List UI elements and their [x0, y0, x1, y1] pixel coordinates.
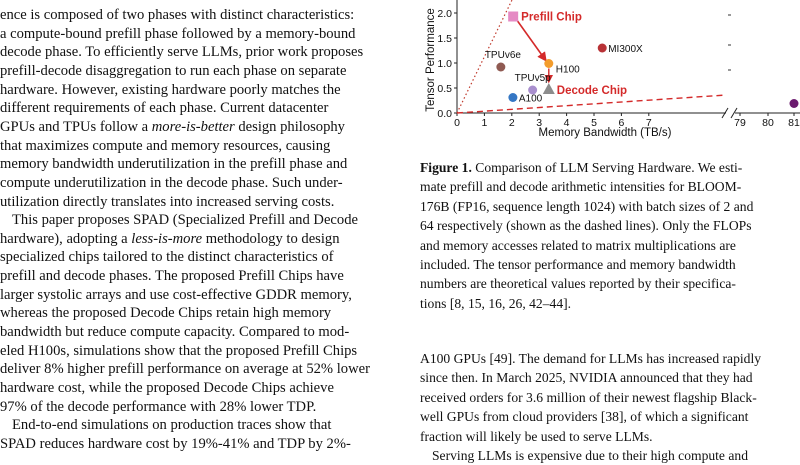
body-line: larger systolic arrays and use cost-effective GDDR memory,	[0, 286, 352, 303]
prefill-chip-label: Prefill Chip	[521, 11, 582, 24]
body-line: whereas the proposed Decode Chips retain high memory	[0, 305, 332, 322]
y-tick-label: 0.0	[437, 108, 452, 120]
body-line: utilization directly translates into increased serving costs.	[0, 193, 335, 210]
y-tick-label: 2.0	[437, 8, 452, 20]
body-line: 97% of the decode performance with 28% lower TDP.	[0, 398, 317, 415]
body-line: hardware), adopting a less-is-more methodology to design	[0, 230, 340, 247]
x-tick-label: 81	[788, 117, 800, 129]
body-line: End-to-end simulations on production traces show that	[12, 417, 332, 434]
y-tick-label: 1.5	[437, 33, 452, 45]
body-line: prefill and decode phases. The proposed Prefill Chips have	[0, 268, 344, 285]
body-line: bandwidth but reduce compute capacity. Compared to mod-	[0, 324, 350, 341]
tpuv5p-label: TPUv5p	[514, 73, 551, 84]
x-tick-label: 6	[618, 117, 625, 129]
mi300x-label: MI300X	[608, 44, 643, 55]
y-axis-label: Tensor Performance	[425, 8, 437, 112]
x-tick-label: 3	[536, 117, 543, 129]
x-tick-label: 2	[508, 117, 515, 129]
body-line: prefill-decode disaggregation to run each phase on separate	[0, 62, 347, 79]
caption-line: 64 respectively (shown as the dashed lines). Only the FLOPs	[420, 218, 752, 234]
h100-label: H100	[555, 64, 580, 76]
x-axis-label: Memory Bandwidth (TB/s)	[538, 127, 672, 139]
body-line: hardware cost, while the proposed Decode Chips achieve	[0, 380, 334, 396]
right-body-text	[420, 0, 800, 463]
body-line: ence is composed of two phases with distinct characteristics:	[0, 7, 355, 23]
y-tick-label: 1.0	[437, 58, 452, 70]
x-tick-label: 80	[762, 117, 774, 129]
x-tick-label: 5	[591, 117, 597, 129]
body-line: fraction will likely be used to serve LLMs.	[420, 428, 653, 444]
body-line: A100 GPUs [49]. The demand for LLMs has increased rapidly	[420, 351, 762, 366]
caption-line: Figure 1. Comparison of LLM Serving Hardware. We esti-	[420, 160, 743, 175]
body-line: memory bandwidth underutilization in the prefill phase and	[0, 156, 348, 173]
body-line: eled H100s, simulations show that the proposed Prefill Chips	[0, 342, 358, 359]
x-tick-label: 4	[563, 117, 570, 129]
body-line: different requirements of each phase. Current datacenter	[0, 100, 329, 117]
a100-label: A100	[518, 93, 543, 105]
body-line: hardware. However, existing hardware poorly matches the	[0, 81, 341, 98]
caption-line: and memory accesses related to matrix multiplications are	[420, 237, 736, 253]
body-line: received orders for 3.6 million of their newest flagship Black-	[420, 389, 757, 405]
body-line: compute underutilization in the decode phase. Such under-	[0, 174, 343, 191]
caption-line: numbers are theoretical values reported by their specifica-	[420, 276, 736, 292]
caption-line: tions [8, 15, 16, 26, 42–44].	[420, 295, 572, 311]
body-line: SPAD reduces hardware cost by 19%-41% and TDP by 2%-	[0, 435, 351, 452]
caption-line: 176B (FP16, sequence length 1024) with batch sizes of 2 and	[420, 198, 754, 214]
body-line: specialized chips tailored to the distinct characteristics of	[0, 249, 334, 266]
x-tick-label: 7	[645, 117, 652, 129]
body-line: decode phase. To efficiently serve LLMs, prior work proposes	[0, 44, 364, 61]
body-line: This paper proposes SPAD (Specialized Prefill and Decode	[12, 212, 358, 229]
body-line: well GPUs from cloud providers [38], of which a significant	[420, 409, 749, 425]
body-line: a compute-bound prefill phase followed by a memory-bound	[0, 25, 356, 42]
body-line: Serving LLMs is expensive due to their high compute and	[432, 448, 748, 463]
decode-chip-label: Decode Chip	[556, 85, 628, 97]
y-tick-label: 0.5	[437, 83, 452, 95]
body-line: since then. In March 2025, NVIDIA announced that they had	[420, 370, 753, 386]
x-tick-label: 0	[454, 117, 460, 129]
tpuv6e-label: TPUv6e	[484, 50, 521, 61]
body-line: that maximizes compute and memory resources, causing	[0, 137, 331, 154]
body-line: GPUs and TPUs follow a more-is-better design philosophy	[0, 118, 345, 135]
x-tick-label: 1	[481, 117, 488, 129]
x-tick-label: 79	[734, 117, 746, 129]
caption-line: included. The tensor performance and memory bandwidth	[420, 257, 736, 272]
body-line: deliver 8% higher prefill performance on average at 52% lower	[0, 361, 370, 378]
caption-line: mate prefill and decode arithmetic intensities for BLOOM-	[420, 179, 742, 195]
